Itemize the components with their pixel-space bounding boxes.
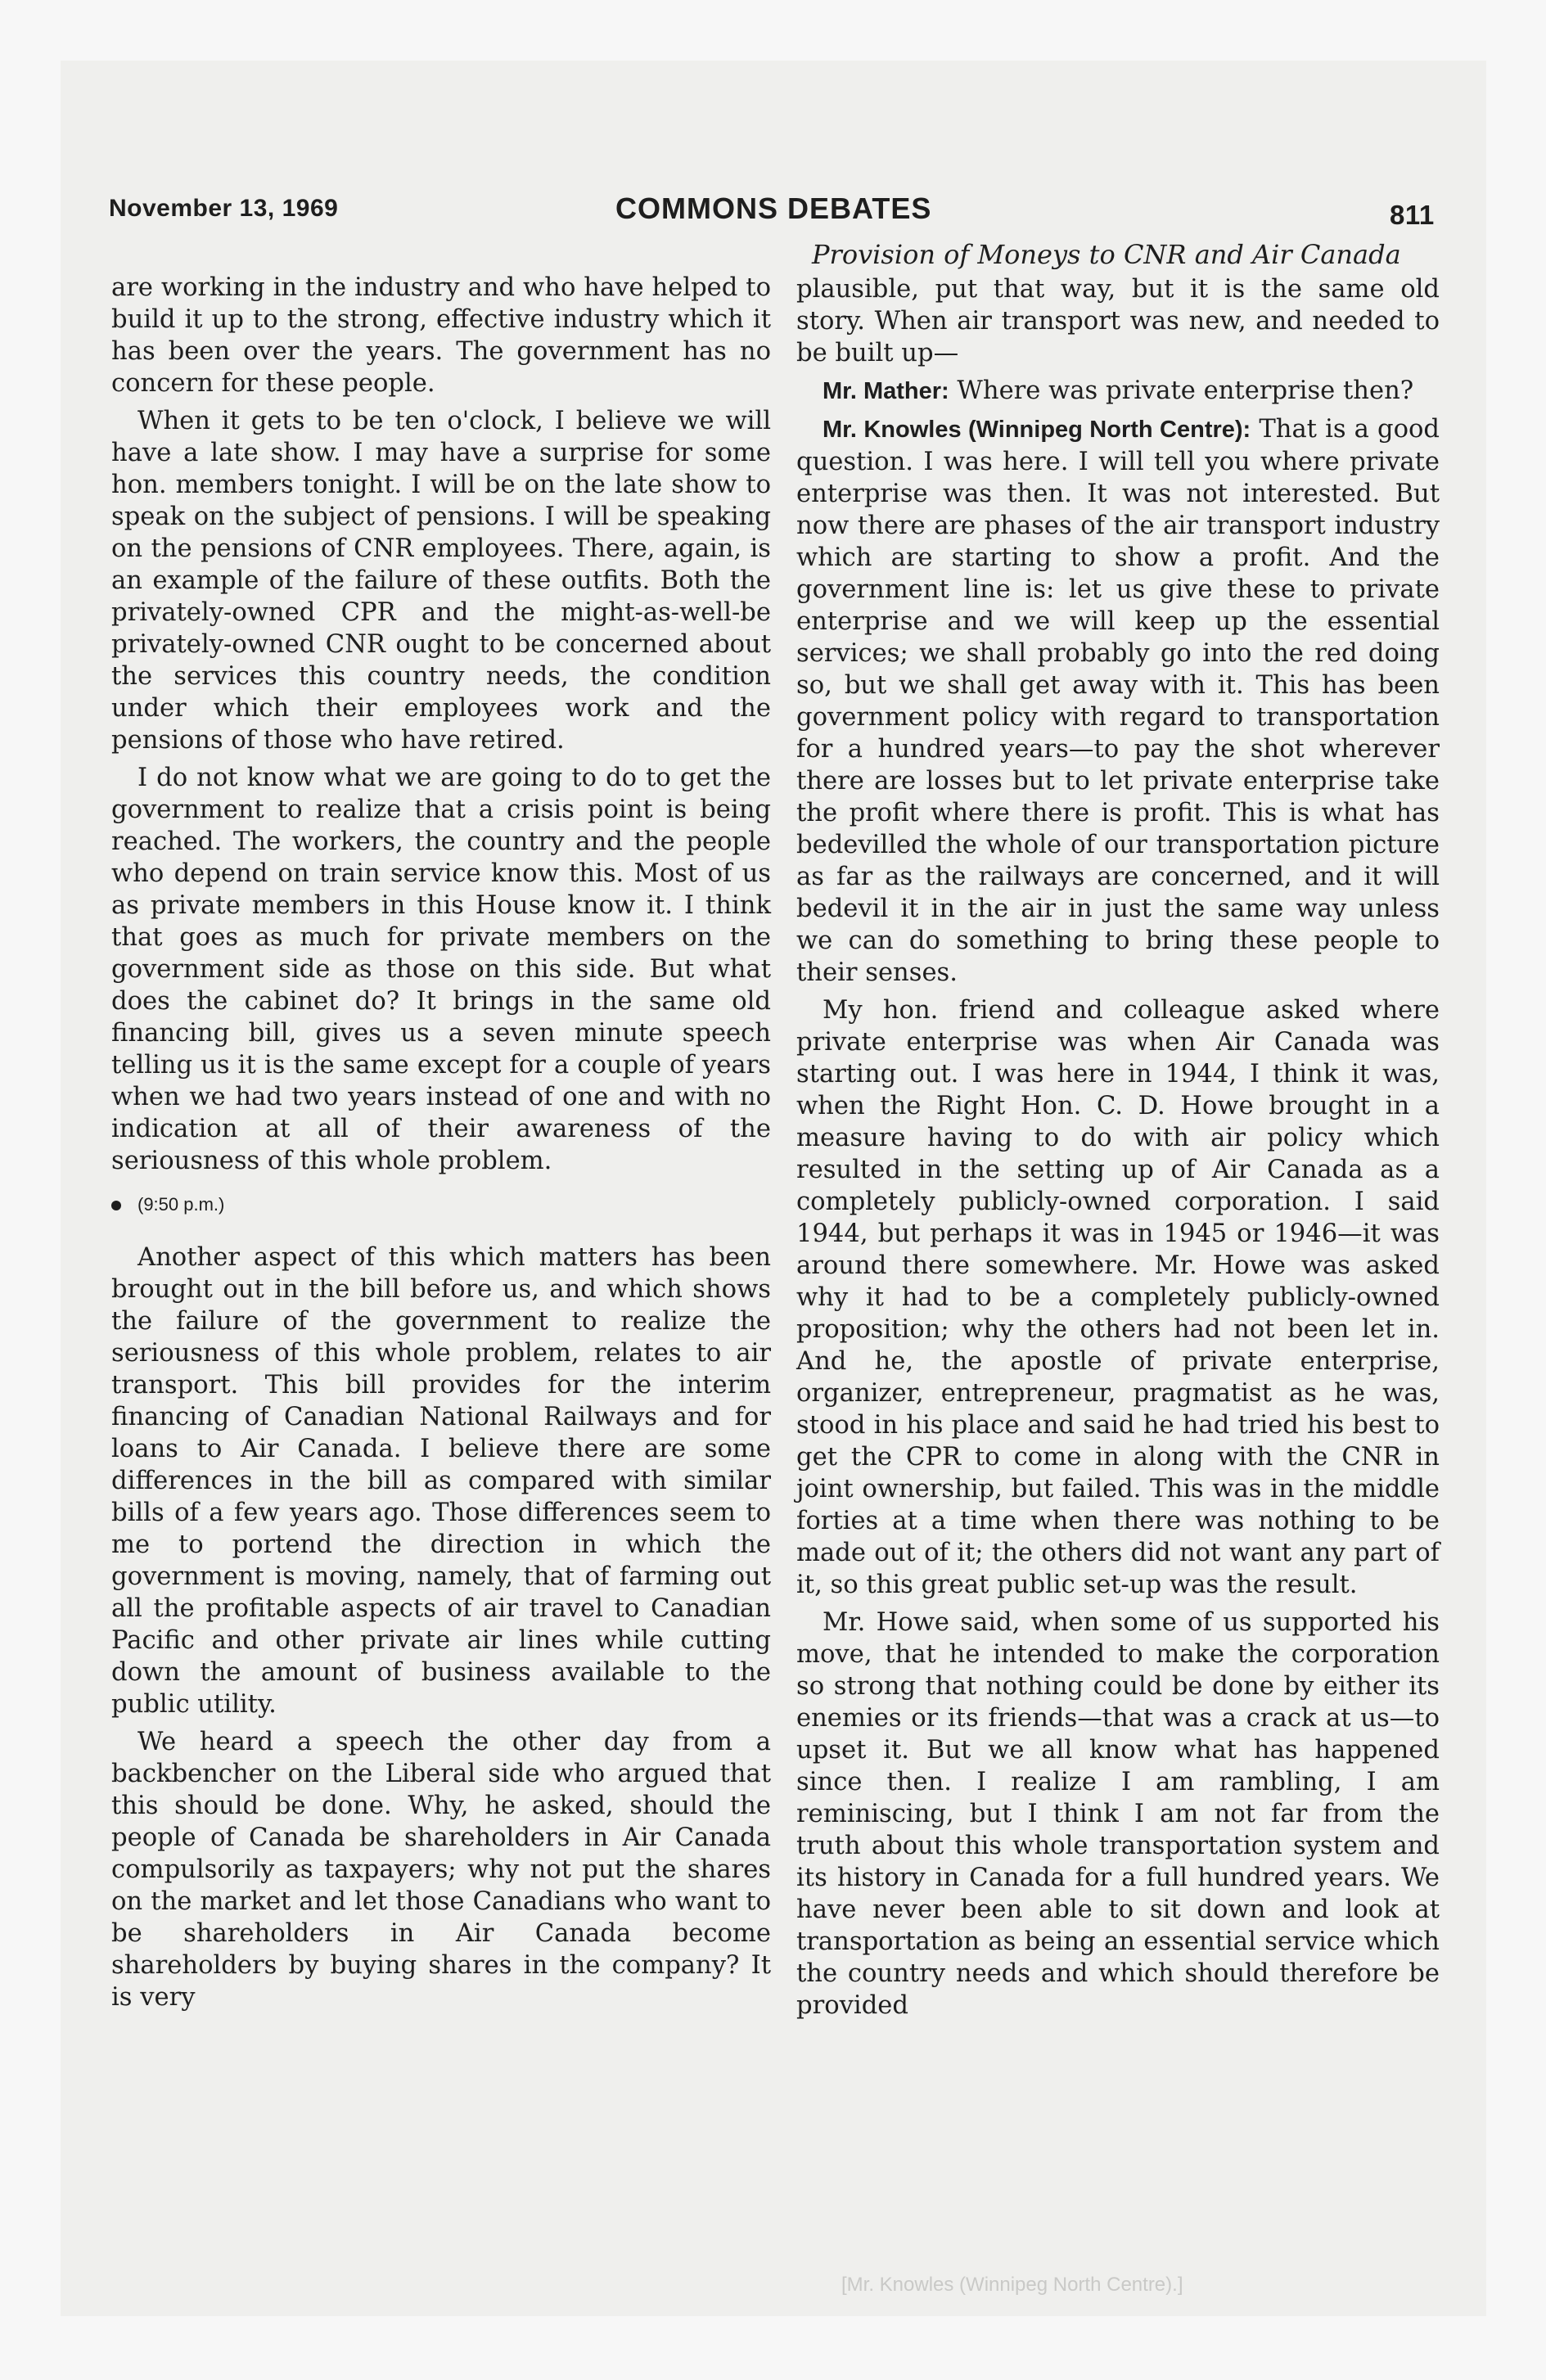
speaker-mather: Mr. Mather: <box>823 378 949 404</box>
right-column <box>796 273 1440 2027</box>
left-paragraph-4: Another aspect of this which matters has been brought out in the bill before us, and which shows the failure of the government to realize the seriousness of this whole problem, relates to air transport. This bill provides for the interim financing of Canadian National Railways and for loans to Air Canada. I believe there are some differences in the bill as compared with similar bills of a few years ago. Those differences seem to me to portend the direction in which the government is moving, namely, that of farming out all the profitable aspects of air travel to Canadian Pacific and other private air lines while cutting down the amount of business available to the public utility. <box>111 1243 771 1719</box>
right-paragraph-3 <box>796 413 1440 989</box>
left-paragraph-3: I do not know what we are going to do to get the government to realize that a crisis point is being reached. The workers, the country and the people who depend on train service know this. Most of us as private members in this House know it. I think that goes as much for private members on the government side as those on this side. But what does the cabinet do? It brings in the same old financing bill, gives us a seven minute speech telling us it is the same except for a couple of years when we had two years instead of one and with no indication at all of their awareness of the seriousness of this whole problem. <box>111 764 771 1175</box>
right-paragraph-5: Mr. Howe said, when some of us supported his move, that he intended to make the corporation so strong that nothing could be done by either its enemies or its friends—that was a crack at us—to upset it. But we all know what has happened since then. I realize I am rambling, I am reminiscing, but I think I am not far from the truth about this whole transportation system and its history in Canada for a full hundred years. We have never been able to sit down and look at transportation as being an essential service which the country needs and which should therefore be provided <box>796 1608 1440 2020</box>
header-title: COMMONS DEBATES <box>615 192 932 225</box>
speaker-knowles: Mr. Knowles (Winnipeg North Centre): <box>823 417 1251 443</box>
bullet-icon <box>111 1201 121 1210</box>
left-paragraph-1: are working in the industry and who have helped to build it up to the strong, effective industry which it has been over the years. The government has no concern for these people. <box>111 273 771 398</box>
footer-ghost-text: [Mr. Knowles (Winnipeg North Centre).] <box>841 2274 1183 2296</box>
left-column <box>111 272 771 2019</box>
header-date: November 13, 1969 <box>109 195 339 222</box>
left-paragraph-5: We heard a speech the other day from a backbencher on the Liberal side who argued that this should be done. Why, he asked, should the people of Canada be shareholders in Air Canada compulsorily as taxpayers; why not put the shares on the market and let those Canadians who want to be shareholders in Air Canada become shareholders by buying shares in the company? It is very <box>111 1728 771 2012</box>
right-paragraph-2 <box>796 375 1440 408</box>
running-subtitle: Provision of Moneys to CNR and Air Canada <box>812 239 1401 270</box>
right-paragraph-3-text: That is a good question. I was here. I will tell you where private enterprise was then. It was not interested. But now there are phases of the air transport industry which are starting to show a profit. And the government line is: let us give these to private enterprise and we will keep up the essential services; we shall probably go into the red doing so, but we shall get away with it. This has been government policy with regard to transportation for a hundred years—to pay the shot wherever there are losses but to let private enterprise take the profit where there is profit. This is what has bedevilled the whole of our transportation picture as far as the railways are concerned, and it will bedevil it in the air in just the same way unless we can do something to bring these people to their senses. <box>796 415 1440 987</box>
left-paragraph-2: When it gets to be ten o'clock, I believe we will have a late show. I may have a surprise for some hon. members tonight. I will be on the late show to speak on the subject of pensions. I will be speaking on the pensions of CNR employees. There, again, is an example of the failure of these outfits. Both the privately-owned CPR and the might-as-well-be privately-owned CNR ought to be concerned about the services this country needs, the condition under which their employees work and the pensions of those who have retired. <box>111 407 771 755</box>
right-paragraph-4: My hon. friend and colleague asked where private enterprise was when Air Canada was starting out. I was here in 1944, I think it was, when the Right Hon. C. D. Howe brought in a measure having to do with air policy which resulted in the setting up of Air Canada as a completely publicly-owned corporation. I said 1944, but perhaps it was in 1945 or 1946—it was around there somewhere. Mr. Howe was asked why it had to be a completely publicly-owned proposition; why the others had not been let in. And he, the apostle of private enterprise, organizer, entrepreneur, pragmatist as he was, stood in his place and said he had tried his best to get the CPR to come in along with the CNR in joint ownership, but failed. This was in the middle forties at a time when there was nothing to be made out of it; the others did not want any part of it, so this great public set-up was the result. <box>796 996 1440 1599</box>
page-number: 811 <box>1390 200 1435 230</box>
timestamp-marker <box>111 1188 771 1220</box>
timestamp-text: (9:50 p.m.) <box>137 1194 225 1215</box>
right-paragraph-1: plausible, put that way, but it is the same old story. When air transport was new, and needed to be built up— <box>796 275 1440 367</box>
right-paragraph-2-text: Where was private enterprise then? <box>957 376 1414 405</box>
